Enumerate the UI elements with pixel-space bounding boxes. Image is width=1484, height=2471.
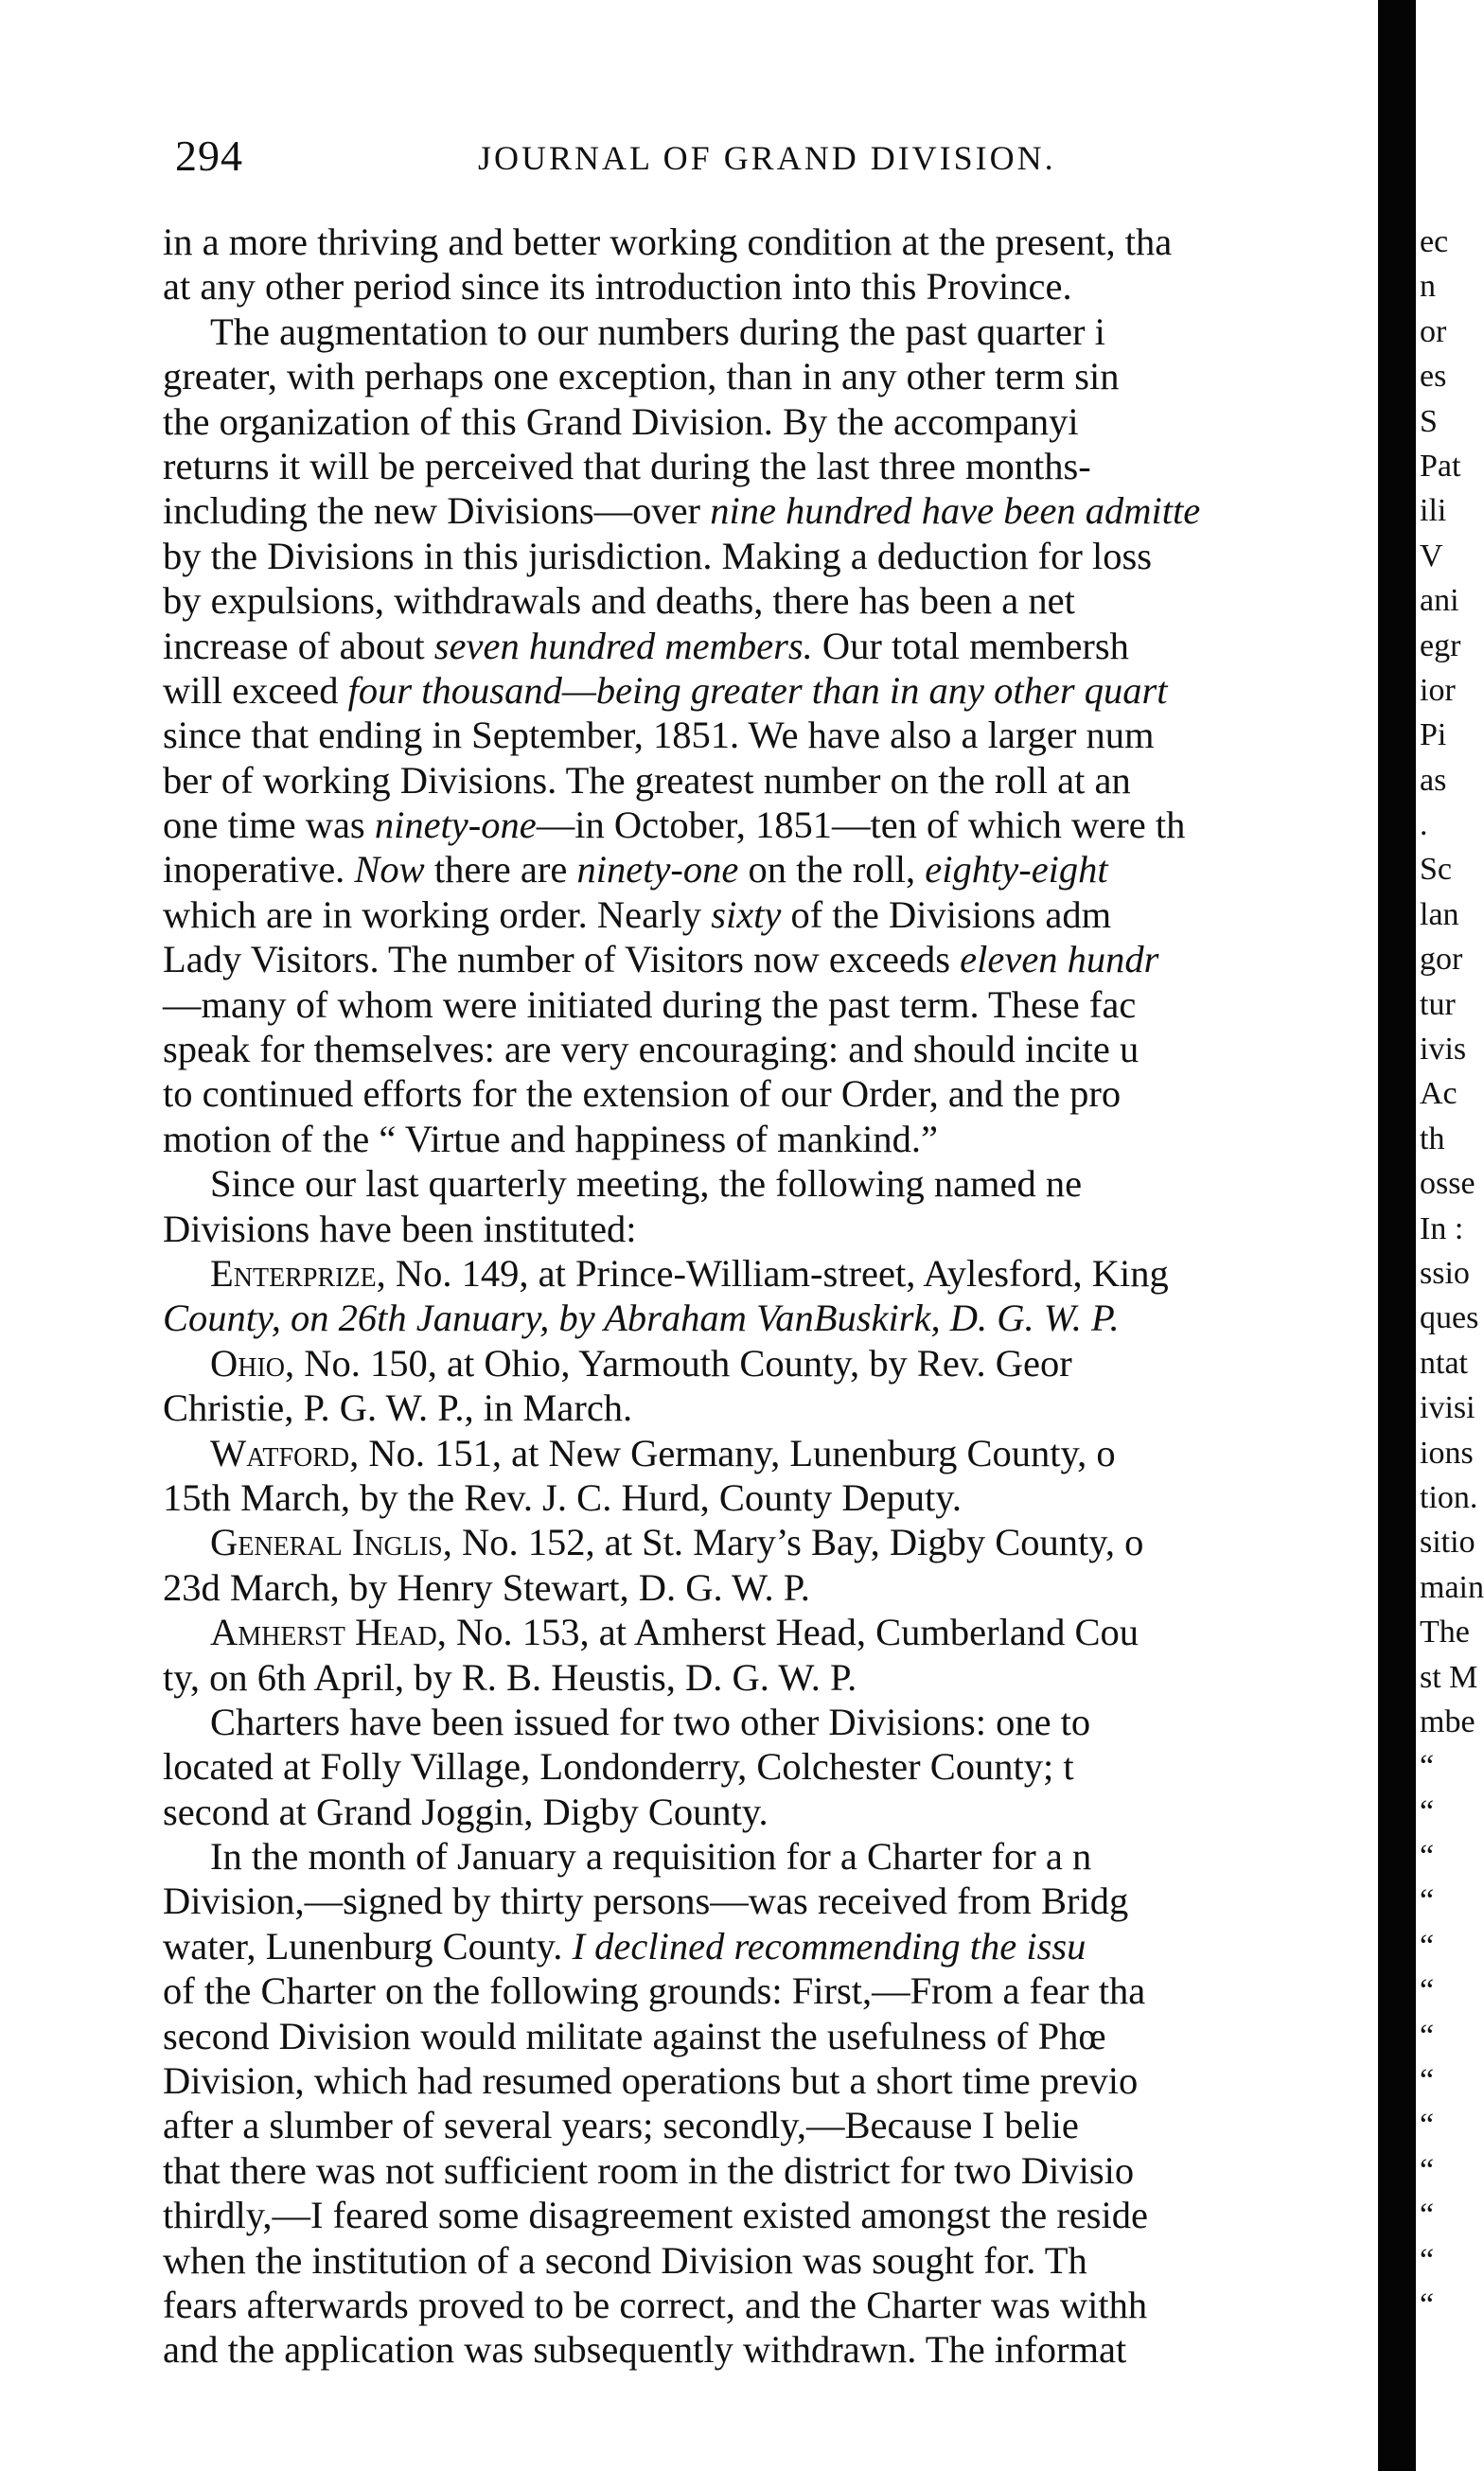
adjacent-page-fragment: ions bbox=[1420, 1435, 1474, 1471]
text-line bbox=[163, 1924, 1374, 1968]
text-span: No. 149, at Prince-William-street, Aylesford, King bbox=[385, 1251, 1169, 1295]
adjacent-page-fragment: “ bbox=[1420, 1749, 1435, 1785]
adjacent-page-fragment: “ bbox=[1420, 2286, 1435, 2322]
adjacent-page-fragment: st M bbox=[1420, 1659, 1478, 1695]
adjacent-page-fragment: Pat bbox=[1420, 448, 1461, 484]
adjacent-page-fragment: ntat bbox=[1420, 1345, 1468, 1381]
text-line: to continued efforts for the extension of our Order, and the pro bbox=[163, 1072, 1122, 1116]
division-entry-name-line bbox=[163, 1341, 1374, 1386]
division-entry-name-line bbox=[163, 1520, 1374, 1564]
adjacent-page-fragment: Sc bbox=[1420, 852, 1452, 888]
text-line: fears afterwards proved to be correct, and the Charter was withh bbox=[163, 2283, 1148, 2326]
adjacent-page-edge bbox=[1416, 0, 1484, 2471]
adjacent-page-fragment: “ bbox=[1420, 2108, 1435, 2144]
text-line bbox=[163, 847, 1374, 891]
adjacent-page-fragment: egr bbox=[1420, 627, 1461, 663]
italic-span: ninety-one bbox=[576, 848, 739, 891]
text-line: ber of working Divisions. The greatest number on the roll at an bbox=[163, 758, 1131, 802]
adjacent-page-fragment: ior bbox=[1420, 672, 1456, 708]
text-span: Lady Visitors. The number of Visitors now exceeds bbox=[163, 938, 961, 981]
adjacent-page-fragment: The bbox=[1420, 1615, 1470, 1650]
text-span: —in October, 1851—ten of which were th bbox=[536, 803, 1186, 847]
adjacent-page-fragment: tion. bbox=[1420, 1479, 1478, 1515]
text-line: since that ending in September, 1851. We have also a larger num bbox=[163, 714, 1155, 757]
adjacent-page-fragment: “ bbox=[1420, 1883, 1435, 1919]
adjacent-page-fragment: sitio bbox=[1420, 1525, 1475, 1561]
text-line: returns it will be perceived that during the last three months- bbox=[163, 444, 1091, 487]
text-line: Charters have been issued for two other Divisions: one to bbox=[210, 1700, 1091, 1743]
page-body bbox=[163, 220, 1374, 2373]
text-span: which are in working order. Nearly bbox=[163, 892, 712, 936]
adjacent-page-fragment: “ bbox=[1420, 2063, 1435, 2099]
text-line: 15th March, by the Rev. J. C. Hurd, County Deputy. bbox=[163, 1475, 963, 1519]
adjacent-page-fragment: th bbox=[1420, 1121, 1445, 1156]
text-line bbox=[163, 937, 1374, 981]
text-line: in a more thriving and better working condition at the present, tha bbox=[163, 221, 1173, 263]
italic-span: eleven hundr bbox=[960, 938, 1159, 981]
italic-span: eighty-eight bbox=[925, 848, 1108, 891]
division-entry-name-line bbox=[163, 1431, 1374, 1475]
italic-span: County, on 26th January, by Abraham VanBuskirk, D. G. W. P. bbox=[163, 1297, 1120, 1340]
adjacent-page-fragment: “ bbox=[1420, 1928, 1435, 1964]
text-line bbox=[163, 624, 1374, 668]
text-line: Divisions have been instituted: bbox=[163, 1207, 637, 1250]
adjacent-page-fragment: main bbox=[1420, 1569, 1484, 1605]
adjacent-page-fragment: tur bbox=[1420, 986, 1456, 1022]
text-span: there are bbox=[424, 848, 577, 891]
adjacent-page-fragment: ani bbox=[1420, 583, 1459, 619]
running-title: JOURNAL OF GRAND DIVISION. bbox=[478, 139, 1056, 177]
italic-span: four thousand—being greater than in any other quart bbox=[347, 668, 1168, 712]
text-line: by the Divisions in this jurisdiction. Making a deduction for loss bbox=[163, 534, 1153, 577]
text-line: —many of whom were initiated during the past term. These fac bbox=[163, 982, 1137, 1026]
adjacent-page-fragment: ec bbox=[1420, 224, 1449, 259]
text-line: at any other period since its introduction into this Province. bbox=[163, 265, 1072, 309]
text-line: motion of the “ Virtue and happiness of mankind.” bbox=[163, 1117, 939, 1160]
text-span: including the new Divisions—over bbox=[163, 489, 711, 533]
text-line: that there was not sufficient room in the district for two Divisio bbox=[163, 2148, 1135, 2192]
page-number: 294 bbox=[175, 132, 243, 180]
adjacent-page-fragment: V bbox=[1420, 538, 1443, 574]
text-line: thirdly,—I feared some disagreement existed amongst the reside bbox=[163, 2194, 1149, 2237]
division-name: Watford, bbox=[210, 1431, 360, 1474]
text-line: second at Grand Joggin, Digby County. bbox=[163, 1790, 768, 1833]
text-span: inoperative. bbox=[163, 848, 355, 891]
adjacent-page-fragment: “ bbox=[1420, 2018, 1435, 2054]
division-entry-name-line bbox=[163, 1251, 1374, 1296]
text-span: Our total membersh bbox=[812, 624, 1129, 667]
text-line: Christie, P. G. W. P., in March. bbox=[163, 1386, 633, 1430]
adjacent-page-fragment: osse bbox=[1420, 1166, 1475, 1202]
italic-span: nine hundred have been admitte bbox=[710, 489, 1201, 533]
text-line bbox=[163, 1296, 1374, 1340]
adjacent-page-fragment: ili bbox=[1420, 493, 1447, 529]
adjacent-page-fragment: ques bbox=[1420, 1300, 1479, 1336]
italic-span: I declined recommending the issu bbox=[572, 1924, 1086, 1968]
text-span: water, Lunenburg County. bbox=[163, 1924, 573, 1968]
text-line bbox=[163, 488, 1374, 533]
text-line: the organization of this Grand Division. By the accompanyi bbox=[163, 399, 1079, 443]
text-line: greater, with perhaps one exception, than in any other term sin bbox=[163, 355, 1120, 398]
text-span: No. 151, at New Germany, Lunenburg County, o bbox=[359, 1431, 1116, 1474]
division-entry-name-line bbox=[163, 1610, 1374, 1654]
text-line bbox=[163, 803, 1374, 847]
adjacent-page-fragment: In : bbox=[1420, 1210, 1464, 1246]
adjacent-page-fragment: “ bbox=[1420, 1973, 1435, 2009]
adjacent-page-fragment: Pi bbox=[1420, 717, 1447, 753]
adjacent-page-fragment: “ bbox=[1420, 1793, 1435, 1829]
adjacent-page-fragment: “ bbox=[1420, 2152, 1435, 2188]
text-line: In the month of January a requisition for a Charter for a n bbox=[210, 1835, 1092, 1879]
text-span: No. 152, at St. Mary’s Bay, Digby County, o bbox=[451, 1521, 1144, 1564]
text-span: of the Divisions adm bbox=[781, 892, 1112, 936]
text-line: 23d March, by Henry Stewart, D. G. W. P. bbox=[163, 1565, 810, 1609]
division-name: General Inglis, bbox=[210, 1521, 452, 1564]
text-span: increase of about bbox=[163, 624, 434, 667]
adjacent-page-fragment: es bbox=[1420, 359, 1447, 395]
division-name: Ohio, bbox=[210, 1341, 295, 1385]
text-span: on the roll, bbox=[738, 848, 926, 891]
italic-span: ninety-one bbox=[374, 803, 537, 847]
text-line: ty, on 6th April, by R. B. Heustis, D. G. W. P. bbox=[163, 1655, 857, 1699]
adjacent-page-fragment: “ bbox=[1420, 1839, 1435, 1875]
text-line: second Division would militate against the usefulness of Phœ bbox=[163, 2014, 1106, 2057]
text-line: Division, which had resumed operations but a short time previo bbox=[163, 2059, 1139, 2103]
adjacent-page-fragment: gor bbox=[1420, 942, 1463, 978]
text-line: Since our last quarterly meeting, the following named ne bbox=[210, 1162, 1083, 1206]
text-line: when the institution of a second Division was sought for. Th bbox=[163, 2238, 1087, 2282]
division-name: Enterprize, bbox=[210, 1251, 386, 1295]
adjacent-page-fragment: “ bbox=[1420, 2197, 1435, 2233]
adjacent-page-fragment: as bbox=[1420, 762, 1447, 798]
adjacent-page-fragments bbox=[1420, 220, 1484, 2327]
italic-span: sixty bbox=[711, 892, 782, 936]
adjacent-page-fragment: mbe bbox=[1420, 1703, 1475, 1739]
adjacent-page-fragment: n bbox=[1420, 269, 1436, 305]
text-line: located at Folly Village, Londonderry, Colchester County; t bbox=[163, 1745, 1074, 1789]
adjacent-page-fragment: ssio bbox=[1420, 1255, 1470, 1291]
text-span: No. 150, at Ohio, Yarmouth County, by Rev. Geor bbox=[294, 1341, 1072, 1385]
text-line: after a slumber of several years; secondly,—Because I belie bbox=[163, 2104, 1079, 2147]
text-line: speak for themselves: are very encouraging: and should incite u bbox=[163, 1028, 1140, 1071]
text-span: one time was bbox=[163, 803, 375, 847]
text-line bbox=[163, 668, 1374, 713]
adjacent-page-fragment: “ bbox=[1420, 2242, 1435, 2278]
text-span: No. 153, at Amherst Head, Cumberland Cou bbox=[446, 1611, 1140, 1654]
italic-span: seven hundred members. bbox=[433, 624, 813, 667]
text-line: of the Charter on the following grounds: First,—From a fear tha bbox=[163, 1969, 1146, 2013]
adjacent-page-fragment: ivisi bbox=[1420, 1390, 1475, 1426]
text-line: Division,—signed by thirty persons—was received from Bridg bbox=[163, 1880, 1129, 1923]
text-line: and the application was subsequently withdrawn. The informat bbox=[163, 2328, 1127, 2372]
italic-span: Now bbox=[354, 848, 425, 891]
adjacent-page-fragment: S bbox=[1420, 403, 1438, 439]
division-name: Amherst Head, bbox=[210, 1611, 447, 1654]
text-line: The augmentation to our numbers during the past quarter i bbox=[210, 309, 1105, 353]
text-line: by expulsions, withdrawals and deaths, there has been a net bbox=[163, 579, 1075, 623]
adjacent-page-fragment: ivis bbox=[1420, 1032, 1467, 1068]
adjacent-page-fragment: . bbox=[1420, 807, 1428, 843]
page-header bbox=[175, 131, 1377, 187]
book-gutter-shadow bbox=[1378, 0, 1416, 2471]
text-line bbox=[163, 892, 1374, 937]
adjacent-page-fragment: or bbox=[1420, 313, 1447, 349]
text-span: will exceed bbox=[163, 668, 348, 712]
adjacent-page-fragment: Ac bbox=[1420, 1076, 1458, 1112]
adjacent-page-fragment: lan bbox=[1420, 896, 1459, 932]
